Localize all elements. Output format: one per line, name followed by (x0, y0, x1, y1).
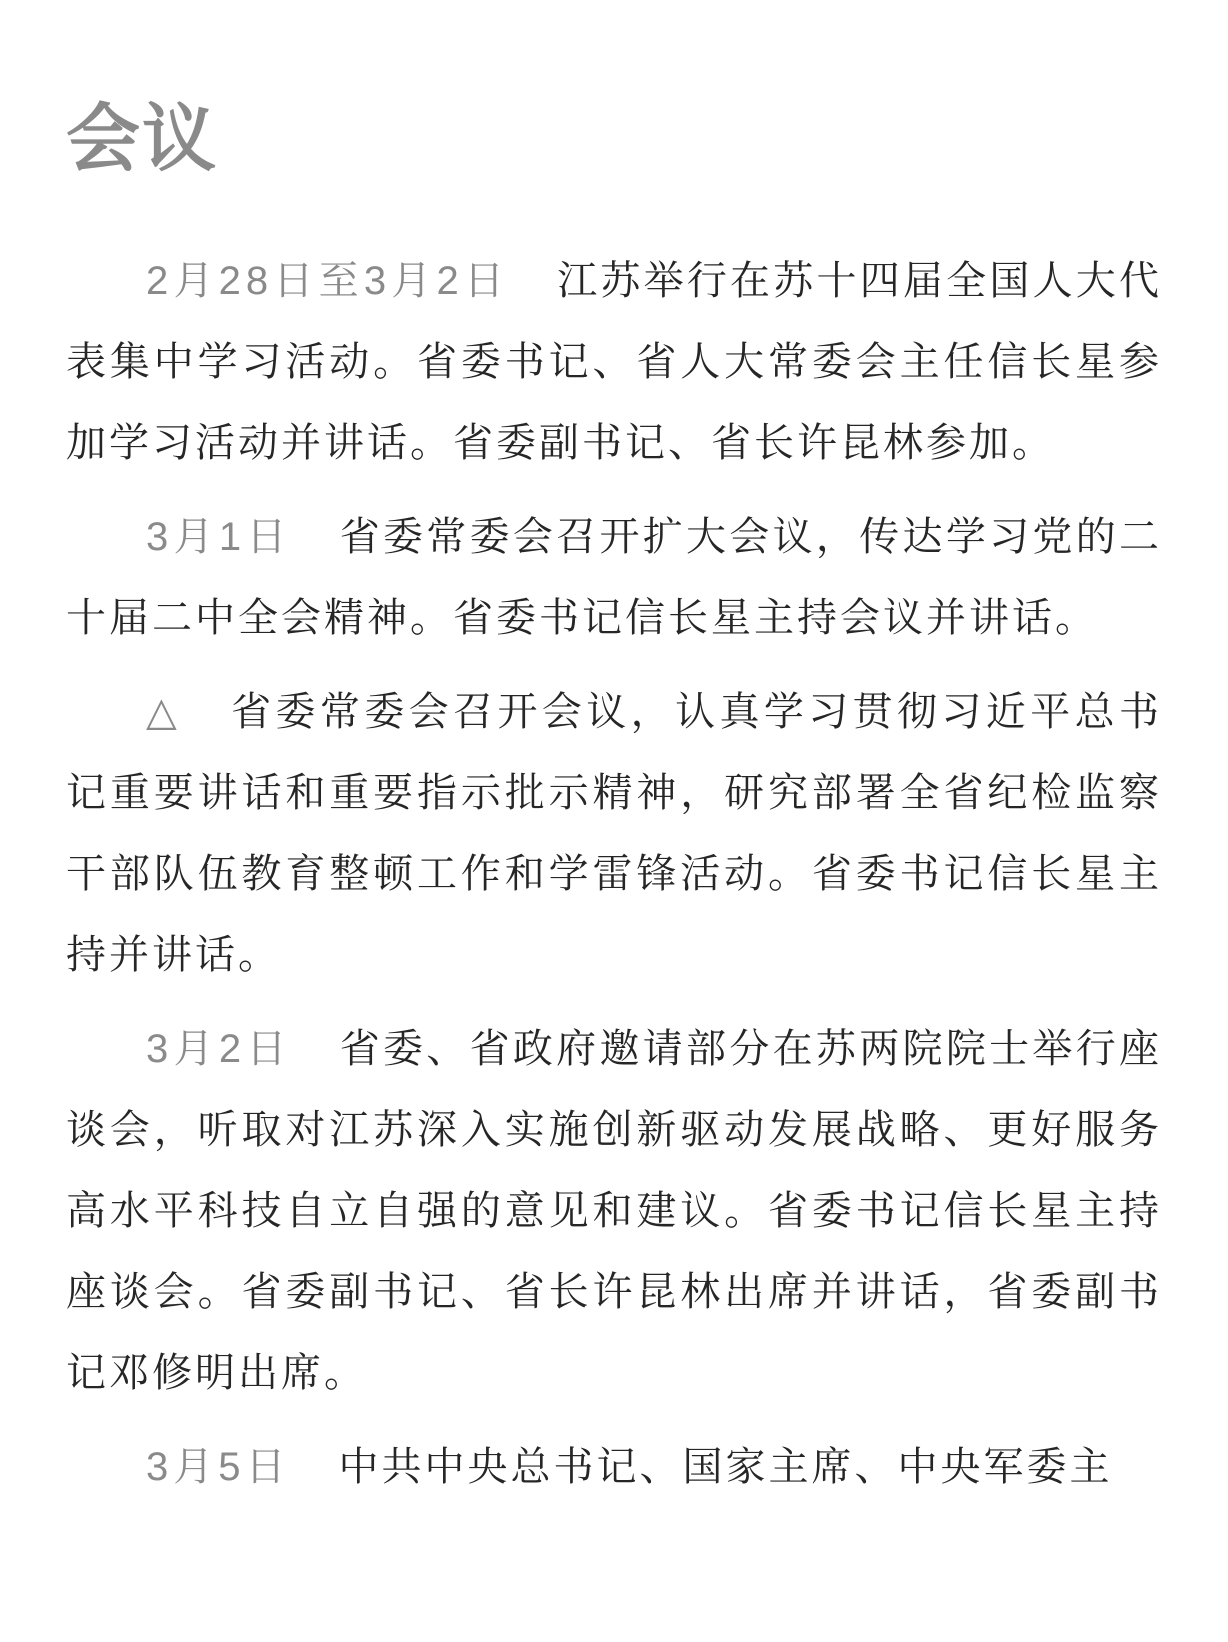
entry-date: 3月2日 (146, 1027, 292, 1071)
entry-text: 省委、省政府邀请部分在苏两院院士举行座谈会，听取对江苏深入实施创新驱动发展战略、更好服务高水平科技自立自强的意见和建议。省委书记信长星主持座谈会。省委副书记、省长许昆林出席并讲话，省委副书记邓修明出席。 (66, 1026, 1163, 1396)
entry-paragraph (66, 241, 1162, 484)
entry-paragraph (66, 497, 1162, 659)
entry-paragraph (66, 1427, 1162, 1508)
entry-date: 2月28日至3月2日 (146, 259, 510, 303)
meeting-entries (66, 241, 1162, 1521)
entry-text: 省委常委会召开扩大会议，传达学习党的二十届二中全会精神。省委书记信长星主持会议并讲话。 (66, 514, 1163, 641)
entry-paragraph (66, 1009, 1162, 1414)
entry-text: 中共中央总书记、国家主席、中央军委主 (338, 1444, 1113, 1490)
entry-text: 省委常委会召开会议，认真学习贯彻习近平总书记重要讲话和重要指示批示精神，研究部署全省纪检监察干部队伍教育整顿工作和学雷锋活动。省委书记信长星主持并讲话。 (66, 689, 1162, 978)
entry-paragraph (66, 672, 1162, 996)
entry-date: 3月1日 (146, 515, 292, 559)
entry-text: 江苏举行在苏十四届全国人大代表集中学习活动。省委书记、省人大常委会主任信长星参加学习活动并讲话。省委副书记、省长许昆林参加。 (66, 258, 1163, 466)
section-title: 会议 (66, 96, 218, 182)
entry-marker: △ (146, 690, 184, 734)
entry-date: 3月5日 (146, 1445, 291, 1489)
